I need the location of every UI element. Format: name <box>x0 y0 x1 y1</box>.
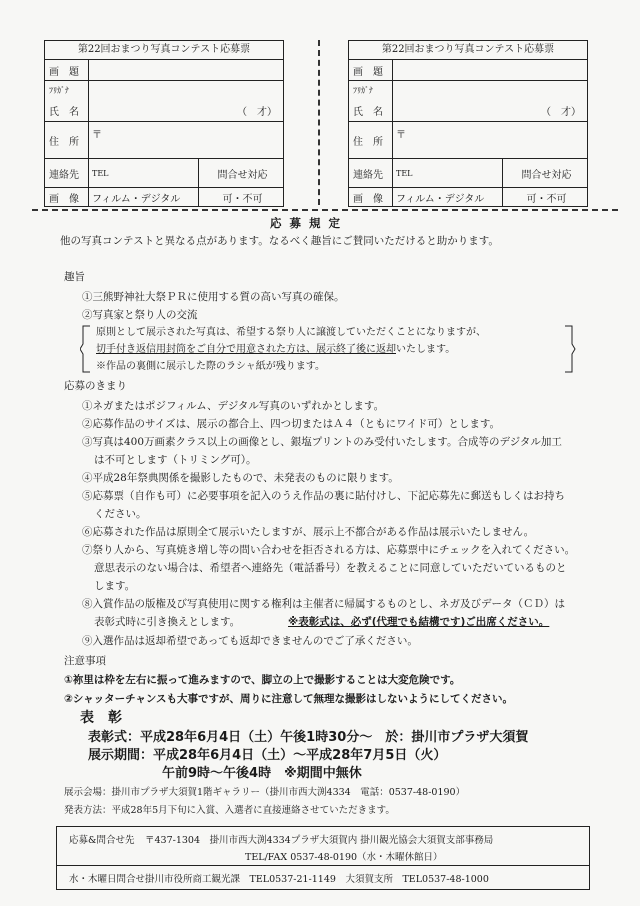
entry-rule-3: ③写真は400万画素クラス以上の画像とし、銀塩プリントのみ受付いたします。合成等のデジタル加工 <box>82 436 562 448</box>
ceremony-attendance-note: ※表彰式は、必ず(代理でも結構です)ご出席ください。 <box>288 616 550 628</box>
bracket-line-3: ※作品の裏側に展示した際のラシャ紙が残ります。 <box>96 361 325 372</box>
contact-label: 連絡先 <box>45 159 89 187</box>
footer-divider <box>57 865 589 866</box>
entry-form-right <box>348 40 588 207</box>
address-field[interactable] <box>393 122 587 158</box>
media-options[interactable]: フィルム・デジタル <box>89 188 199 206</box>
cut-line-horizontal <box>32 209 618 211</box>
tel-label: TEL <box>396 168 413 178</box>
entry-rule-5-cont: ください。 <box>94 508 147 520</box>
purpose-item-2: ②写真家と祭り人の交流 <box>82 309 198 321</box>
tel-label: TEL <box>92 168 109 178</box>
inquiry-options[interactable]: 可・不可 <box>222 193 263 205</box>
alt-contact-info: 掛川市役所商工観光課 TEL0537-21-1149 大須賀支所 TEL0537-48-1000 <box>145 874 489 885</box>
note-2: ②シャッターチャンスも大事ですが、周りに注意して無理な撮影はしないようにしてください。 <box>64 693 514 705</box>
entry-rule-1: ①ネガまたはポジフィルム、デジタル写真のいずれかとします。 <box>82 400 385 412</box>
tel-field[interactable] <box>393 159 503 187</box>
entry-rule-7: ⑦祭り人から、写真焼き増し等の問い合わせを拒否される方は、応募票中にチェックを入れてください。 <box>82 544 576 556</box>
postal-mark: 〒 <box>396 130 406 141</box>
award-ceremony: 表彰式：平成28年6月4日（土）午後1時30分～ 於：掛川市プラザ大須賀 <box>88 730 529 745</box>
address-field[interactable] <box>89 122 283 158</box>
entry-contact-address: 〒437-1304 掛川市西大渕4334プラザ大須賀内 掛川観光協会大須賀支部事務局 <box>145 835 494 846</box>
name-label: 氏 名 <box>353 106 383 118</box>
form-title: 第22回おまつり写真コンテスト応募票 <box>45 41 283 60</box>
entry-contact-label: 応募&問合せ先 <box>69 835 135 846</box>
note-1: ①祢里は枠を左右に振って進みますので、脚立の上で撮影することは大変危険です。 <box>64 674 461 686</box>
address-label: 住 所 <box>45 122 89 158</box>
title-field[interactable] <box>393 60 587 80</box>
age-text: （ 才） <box>237 107 277 118</box>
alt-contact-label: 水・木曜日問合せ <box>69 874 146 885</box>
entry-rule-6: ⑥応募された作品は原則全て展示いたしますが、展示上不都合がある作品は展示いたしません。 <box>82 526 535 538</box>
title-field[interactable] <box>89 60 283 80</box>
announcement-method: 発表方法：平成28年5月下旬に入賞、入選者に直接連絡させていただきます。 <box>64 805 395 816</box>
inquiry-label: 問合せ対応 <box>521 169 572 181</box>
entry-rule-2: ②応募作品のサイズは、展示の都合上、四つ切またはＡ４（ともにワイド可）とします。 <box>82 418 501 430</box>
media-label: 画 像 <box>45 188 89 206</box>
exhibition-hours: 午前9時～午後4時 ※期間中無休 <box>162 766 362 781</box>
title-label: 画 題 <box>45 60 89 80</box>
entry-rule-7-end: します。 <box>94 580 136 592</box>
name-field[interactable] <box>393 81 587 121</box>
name-field[interactable] <box>89 81 283 121</box>
tel-field[interactable] <box>89 159 199 187</box>
entry-rule-4: ④平成28年祭典関係を撮影したもので、未発表のものに限ります。 <box>82 472 399 484</box>
entry-rule-9: ⑨入選作品は返却希望であっても返却できませんのでご了承ください。 <box>82 635 418 647</box>
contact-label: 連絡先 <box>349 159 393 187</box>
exhibition-venue: 展示会場：掛川市プラザ大須賀1階ギャラリー（掛川市西大渕4334 電話：0537-48-0190） <box>64 787 466 798</box>
furigana-label: ﾌﾘｶﾞﾅ <box>49 85 69 95</box>
media-options[interactable]: フィルム・デジタル <box>393 188 503 206</box>
entry-contact-tel: TEL/FAX 0537-48-0190（水・木曜休館日） <box>245 852 443 863</box>
exhibition-period: 展示期間：平成28年6月4日（土）～平成28年7月5日（火） <box>88 748 447 763</box>
entry-rules-heading: 応募のきまり <box>64 380 127 392</box>
bracket-line-2-tail: いたします。 <box>396 344 456 355</box>
name-label: 氏 名 <box>49 106 79 118</box>
entry-rule-8-cont: 表彰式時に引き換えとします。 <box>94 616 241 628</box>
media-label: 画 像 <box>349 188 393 206</box>
title-label: 画 題 <box>349 60 393 80</box>
entry-rule-7-cont: 意思表示のない場合は、希望者へ連絡先（電話番号）を教えることに同意していただいているものと <box>94 562 567 574</box>
entry-form-left <box>44 40 284 207</box>
purpose-heading: 趣旨 <box>64 271 85 283</box>
rules-intro: 他の写真コンテストと異なる点があります。なるべく趣旨にご賛同いただけると助かります。 <box>60 235 499 247</box>
bracket-line-2-underlined: 切手付き返信用封筒をご自分で用意された方は、展示終了後に返却 <box>96 344 396 355</box>
postal-mark: 〒 <box>92 130 102 141</box>
contact-footer <box>56 826 590 890</box>
bracket-line-1: 原則として展示された写真は、希望する祭り人に譲渡していただくことになりますが、 <box>96 327 486 338</box>
address-label: 住 所 <box>349 122 393 158</box>
cut-line-vertical <box>318 40 320 205</box>
inquiry-options[interactable]: 可・不可 <box>526 193 567 205</box>
entry-rule-8: ⑧入賞作品の版権及び写真使用に関する権利は主催者に帰属するものとし、ネガ及びデータ（ＣＤ）は <box>82 598 565 610</box>
award-heading: 表 彰 <box>80 710 122 726</box>
age-text: （ 才） <box>541 107 581 118</box>
notes-heading: 注意事項 <box>64 655 106 667</box>
rules-heading: 応 募 規 定 <box>270 216 343 230</box>
entry-rule-3-cont: は不可とします（トリミング可）。 <box>94 454 257 466</box>
purpose-item-1: ①三熊野神社大祭ＰＲに使用する質の高い写真の確保。 <box>82 291 345 303</box>
inquiry-label: 問合せ対応 <box>217 169 268 181</box>
form-title: 第22回おまつり写真コンテスト応募票 <box>349 41 587 60</box>
entry-rule-5: ⑤応募票（自作も可）に必要事項を記入のうえ作品の裏に貼付けし、下記応募先に郵送もしくはお持ち <box>82 490 565 502</box>
furigana-label: ﾌﾘｶﾞﾅ <box>353 85 373 95</box>
